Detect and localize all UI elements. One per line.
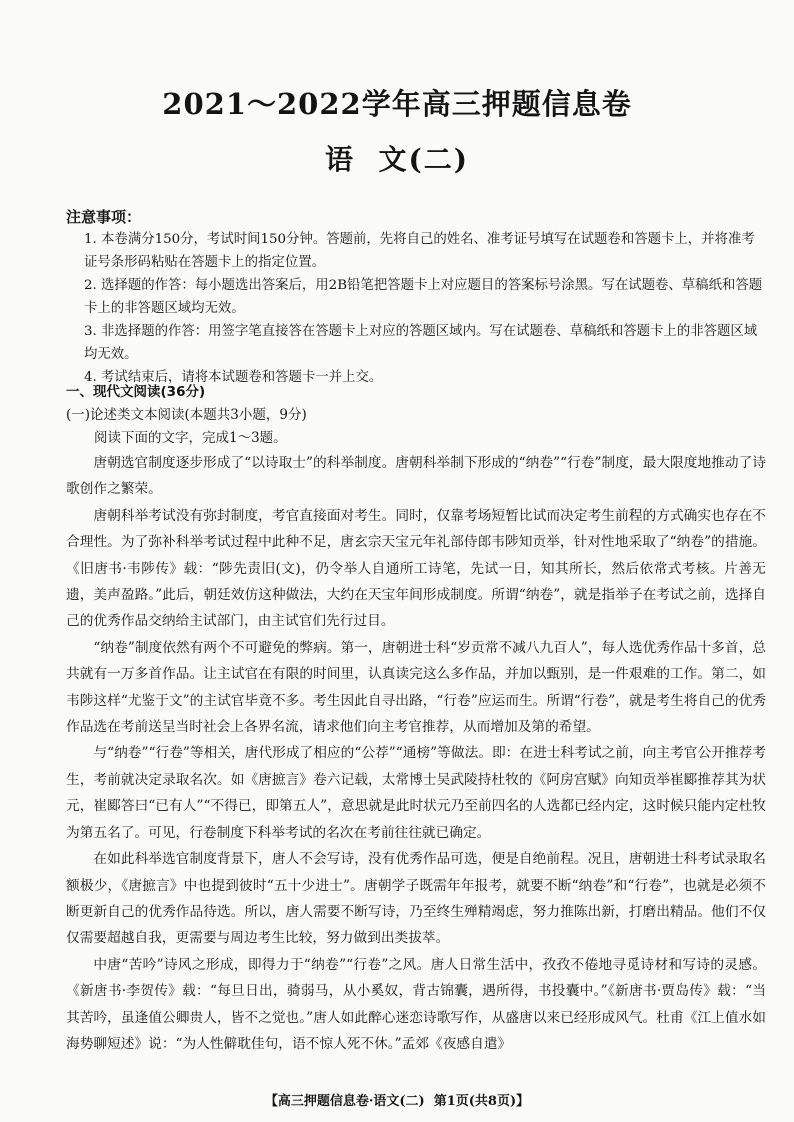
passage-paragraph: 唐朝选官制度逐步形成了“以诗取士”的科举制度。唐朝科举制下形成的“纳卷”“行卷”制度，最大限度地推动了诗歌创作之繁荣。 [66, 455, 766, 498]
section-heading: 一、现代文阅读(36分) [66, 384, 206, 400]
passage-paragraph: “纳卷”制度依然有两个不可避免的弊病。第一，唐朝进士科“岁贡常不减八九百人”，每人选优秀作品十多首，总共就有一万多首作品。让主试官在有限的时间里，认真读完这么多作品，并加以甄别，是一件艰难的工作。第二，如韦陟这样“尤鉴于文”的主试官毕竟不多。考生因此自寻出路，“行卷”应运而生。所谓“行卷”，就是考生将自己的优秀作品选在考前送呈当时社会上各界名流，请求他们向主考官推荐，从而增加及第的希望。 [66, 639, 766, 736]
reading-instruction: 阅读下面的文字，完成1～3题。 [94, 430, 287, 446]
notice-item: 3. 非选择题的作答：用签字笔直接答在答题卡上对应的答题区域内。写在试题卷、草稿纸和答题卡上的非答题区域均无效。 [84, 324, 758, 362]
exam-title: 2021～2022学年高三押题信息卷 [162, 87, 632, 121]
passage-paragraph: 中唐“苦吟”诗风之形成，即得力于“纳卷”“行卷”之风。唐人日常生活中，孜孜不倦地寻觅诗材和写诗的灵感。《新唐书·李贺传》载：“每旦日出，骑弱马，从小奚奴，背古锦囊，遇所得，书投囊中。”《新唐书·贾岛传》载：“当其苦吟，虽逢值公卿贵人，皆不之觉也。”唐人如此醉心迷恋诗歌写作，从盛唐以来已经形成风气。杜甫《江上值水如海势聊短述》说：“为人性僻耽佳句，语不惊人死不休。”孟郊《夜感自遣》 [66, 956, 766, 1052]
notice-section [66, 206, 766, 389]
reading-section [66, 381, 766, 1057]
notice-heading: 注意事项： [66, 208, 142, 226]
subsection-heading: (一)论述类文本阅读(本题共3小题，9分) [66, 407, 307, 423]
passage-paragraph: 与“纳卷”“行卷”等相关，唐代形成了相应的“公荐”“通榜”等做法。即：在进士科考试之前，向主考官公开推荐考生，考前就决定录取名次。如《唐摭言》卷六记载，太常博士吴武陵持杜牧的《阿房宫赋》向知贡举崔郾推荐其为状元，崔郾答曰“已有人”“不得已，即第五人”，意思就是此时状元乃至前四名的人选都已经内定，这时候只能内定杜牧为第五名了。可见，行卷制度下科举考试的名次在考前往往就已确定。 [66, 745, 766, 841]
subject-title: 语 文(二) [325, 143, 469, 176]
page-footer: 【高三押题信息卷·语文(二) 第1页(共8页)】 [264, 1094, 530, 1109]
notice-item: 4. 考试结束后，请将本试题卷和答题卡一并上交。 [84, 370, 383, 385]
notice-item: 2. 选择题的作答：每小题选出答案后，用2B铅笔把答题卡上对应题目的答案标号涂黑。写在试题卷、草稿纸和答题卡上的非答题区域均无效。 [84, 278, 763, 316]
passage-paragraph: 唐朝科举考试没有弥封制度，考官直接面对考生。同时，仅靠考场短暂比试而决定考生前程的方式确实也存在不合理性。为了弥补科举考试过程中此种不足，唐玄宗天宝元年礼部侍郎韦陟知贡举，针对性地采取了“纳卷”的措施。《旧唐书·韦陟传》载：“陟先责旧(文)，仍令举人自通所工诗笔，先试一日，知其所长，然后依常式考核。片善无遗，美声盈路。”此后，朝廷效仿这种做法，大约在天宝年间形成制度。所谓“纳卷”，就是指举子在考试之前，选择自己的优秀作品交纳给主试部门，由主试官们先行过目。 [66, 507, 766, 630]
notice-item: 1. 本卷满分150分，考试时间150分钟。答题前，先将自己的姓名、准考证号填写在试题卷和答题卡上，并将准考证号条形码粘贴在答题卡上的指定位置。 [84, 232, 755, 270]
passage-paragraph: 在如此科举选官制度背景下，唐人不会写诗，没有优秀作品可选，便是自绝前程。况且，唐朝进士科考试录取名额极少，《唐摭言》中也提到彼时“五十少进士”。唐朝学子既需年年报考，就要不断“纳卷”和“行卷”，也就是必须不断更新自己的优秀作品待选。所以，唐人需要不断写诗，乃至终生殚精竭虑，努力推陈出新，打磨出精品。他们不仅仅需要超越自我，更需要与周边考生比较，努力做到出类拔萃。 [66, 851, 766, 947]
